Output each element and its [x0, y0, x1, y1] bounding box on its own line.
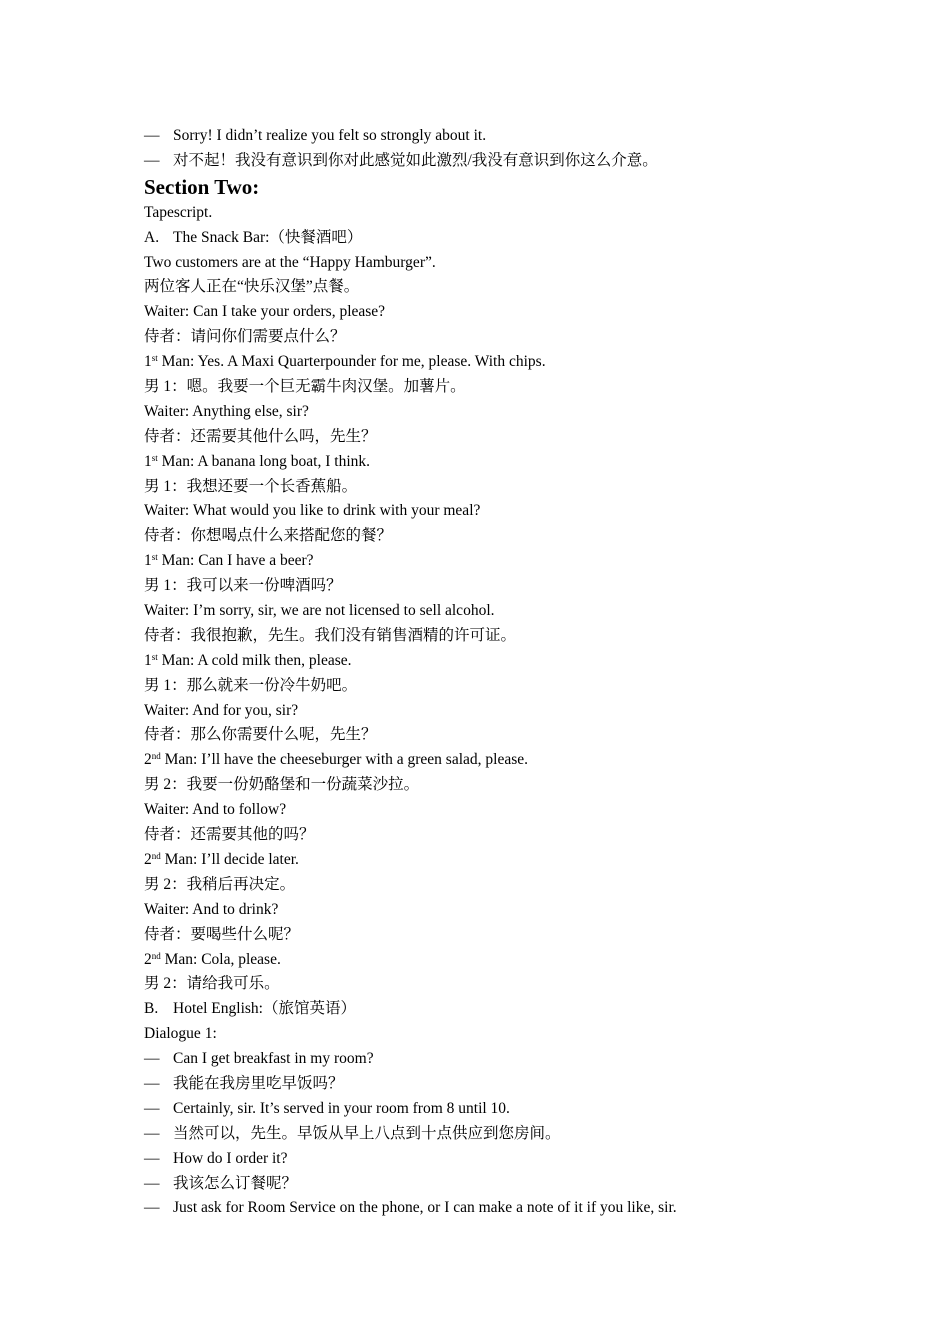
- part-a-heading: [144, 226, 844, 251]
- dialogue-text: 侍者：你想喝点什么来搭配您的餐？: [144, 527, 393, 545]
- dialogue-line: [144, 649, 844, 674]
- part-b-letter: B.: [144, 1000, 159, 1018]
- dialogue-text: Waiter: And to drink?: [144, 900, 279, 918]
- intro-line: [144, 149, 844, 174]
- dialogue-line: [144, 699, 844, 724]
- dash-mark: —: [144, 1199, 160, 1217]
- dialogue-text: Waiter: And to follow?: [144, 801, 287, 819]
- dialogue-text: 当然可以，先生。早饭从早上八点到十点供应到您房间。: [173, 1124, 561, 1142]
- dialogue-text: 男 2：请给我可乐。: [144, 975, 280, 993]
- speaker-number: 2: [144, 850, 152, 868]
- dialogue-line: [144, 425, 844, 450]
- dialogue-line: [144, 748, 844, 773]
- dialogue-line: [144, 499, 844, 524]
- dialogue-line: [144, 599, 844, 624]
- dialogue-line: [144, 375, 844, 400]
- dialogue-line: [144, 475, 844, 500]
- hotel-dialogue: [144, 1047, 844, 1221]
- document-body: [144, 124, 844, 1221]
- dialogue-line: [144, 574, 844, 599]
- dialogue-text: Man: Yes. A Maxi Quarterpounder for me, please. With chips.: [157, 353, 546, 371]
- dialogue-text: Man: Cola, please.: [160, 950, 281, 968]
- dialogue-text: 侍者：那么你需要什么呢，先生？: [144, 726, 377, 744]
- dialogue-line: [144, 823, 844, 848]
- dialogue-line: [144, 923, 844, 948]
- part-a-letter: A.: [144, 228, 160, 246]
- speaker-number: 1: [144, 452, 152, 470]
- dialogue-text: Waiter: What would you like to drink with your meal?: [144, 502, 481, 520]
- dialogue-text: 男 1：我可以来一份啤酒吗？: [144, 577, 342, 595]
- dash-mark: —: [144, 151, 160, 169]
- speaker-number: 1: [144, 651, 152, 669]
- part-a-title: The Snack Bar:（快餐酒吧）: [173, 228, 363, 246]
- dialogue-text: 男 1：嗯。我要一个巨无霸牛肉汉堡。加薯片。: [144, 378, 466, 396]
- dialogue-text: 男 2：我要一份奶酪堡和一份蔬菜沙拉。: [144, 776, 420, 794]
- speaker-number: 1: [144, 353, 152, 371]
- dialogue-line: [144, 723, 844, 748]
- dialogue-text: Man: I’ll decide later.: [160, 850, 299, 868]
- dialogue-text: 侍者：要喝些什么呢？: [144, 925, 300, 943]
- dialogue-text: 我该怎么订餐呢？: [173, 1174, 298, 1192]
- dialogue-text: Man: A cold milk then, please.: [157, 651, 352, 669]
- ordinal-suffix: nd: [151, 751, 161, 762]
- dialogue-line: [144, 972, 844, 997]
- dash-mark: —: [144, 1099, 160, 1117]
- dialogue-line: [144, 1147, 844, 1172]
- dialogue-text: Man: A banana long boat, I think.: [157, 452, 370, 470]
- dialogue-line: [144, 1196, 844, 1221]
- dialogue-text: Just ask for Room Service on the phone, or I can make a note of it if you like, sir.: [173, 1199, 677, 1217]
- dialogue-text: 我能在我房里吃早饭吗？: [173, 1074, 344, 1092]
- dialogue-line: [144, 1172, 844, 1197]
- dialogue-line: [144, 300, 844, 325]
- intro-text: 对不起！我没有意识到你对此感觉如此激烈/我没有意识到你这么介意。: [173, 151, 658, 169]
- dialogue-text: 男 1：我想还要一个长香蕉船。: [144, 477, 358, 495]
- dialogue-text: 男 1：那么就来一份冷牛奶吧。: [144, 676, 358, 694]
- dialogue-line: [144, 524, 844, 549]
- intro-line: [144, 124, 844, 149]
- dash-mark: —: [144, 1074, 160, 1092]
- dialogue-title: Dialogue 1:: [144, 1025, 217, 1043]
- part-a-intro-zh: 两位客人正在“快乐汉堡”点餐。: [144, 278, 360, 296]
- dialogue-line: [144, 549, 844, 574]
- dialogue-text: Waiter: And for you, sir?: [144, 701, 299, 719]
- dialogue-text: Man: Can I have a beer?: [157, 552, 314, 570]
- part-a-intro-en: Two customers are at the “Happy Hamburger”.: [144, 253, 436, 271]
- speaker-number: 1: [144, 552, 152, 570]
- dialogue-line: [144, 773, 844, 798]
- dialogue-line: [144, 400, 844, 425]
- dash-mark: —: [144, 1124, 160, 1142]
- ordinal-suffix: st: [151, 452, 158, 463]
- dialogue-line: [144, 325, 844, 350]
- dash-mark: —: [144, 127, 160, 144]
- dialogue-line: [144, 798, 844, 823]
- speaker-number: 2: [144, 751, 152, 769]
- ordinal-suffix: nd: [151, 950, 161, 961]
- dialogue-line: [144, 1122, 844, 1147]
- dialogue-text: 侍者：我很抱歉，先生。我们没有销售酒精的许可证。: [144, 626, 517, 644]
- dialogue-line: [144, 1047, 844, 1072]
- snack-bar-dialogue: [144, 300, 844, 997]
- dialogue-line: [144, 1097, 844, 1122]
- dialogue-line: [144, 898, 844, 923]
- dialogue-line: [144, 1072, 844, 1097]
- part-b-title: Hotel English:（旅馆英语）: [173, 1000, 356, 1018]
- dialogue-text: Waiter: Anything else, sir?: [144, 402, 309, 420]
- dialogue-line: [144, 848, 844, 873]
- dialogue-line: [144, 350, 844, 375]
- dialogue-text: 侍者：请问你们需要点什么？: [144, 328, 346, 346]
- dialogue-text: How do I order it?: [173, 1149, 288, 1167]
- ordinal-suffix: nd: [151, 850, 161, 861]
- dialogue-text: Can I get breakfast in my room?: [173, 1050, 374, 1068]
- dash-mark: —: [144, 1149, 160, 1167]
- dialogue-line: [144, 674, 844, 699]
- dialogue-line: [144, 450, 844, 475]
- dash-mark: —: [144, 1174, 160, 1192]
- tapescript-label: Tapescript.: [144, 203, 213, 221]
- dialogue-text: Certainly, sir. It’s served in your room from 8 until 10.: [173, 1099, 510, 1117]
- dialogue-line: [144, 873, 844, 898]
- dialogue-text: 侍者：还需要其他的吗？: [144, 826, 315, 844]
- ordinal-suffix: st: [151, 552, 158, 563]
- section-title: Section Two:: [144, 174, 260, 199]
- dialogue-text: Waiter: I’m sorry, sir, we are not licensed to sell alcohol.: [144, 602, 495, 620]
- part-b-heading: [144, 997, 844, 1022]
- ordinal-suffix: st: [151, 353, 158, 364]
- speaker-number: 2: [144, 950, 152, 968]
- dialogue-text: Waiter: Can I take your orders, please?: [144, 303, 386, 321]
- ordinal-suffix: st: [151, 651, 158, 662]
- dialogue-line: [144, 624, 844, 649]
- intro-text: Sorry! I didn’t realize you felt so strongly about it.: [173, 127, 487, 144]
- dash-mark: —: [144, 1050, 160, 1068]
- dialogue-text: 侍者：还需要其他什么吗，先生？: [144, 427, 377, 445]
- dialogue-text: Man: I’ll have the cheeseburger with a green salad, please.: [160, 751, 529, 769]
- dialogue-text: 男 2：我稍后再决定。: [144, 875, 296, 893]
- dialogue-line: [144, 948, 844, 973]
